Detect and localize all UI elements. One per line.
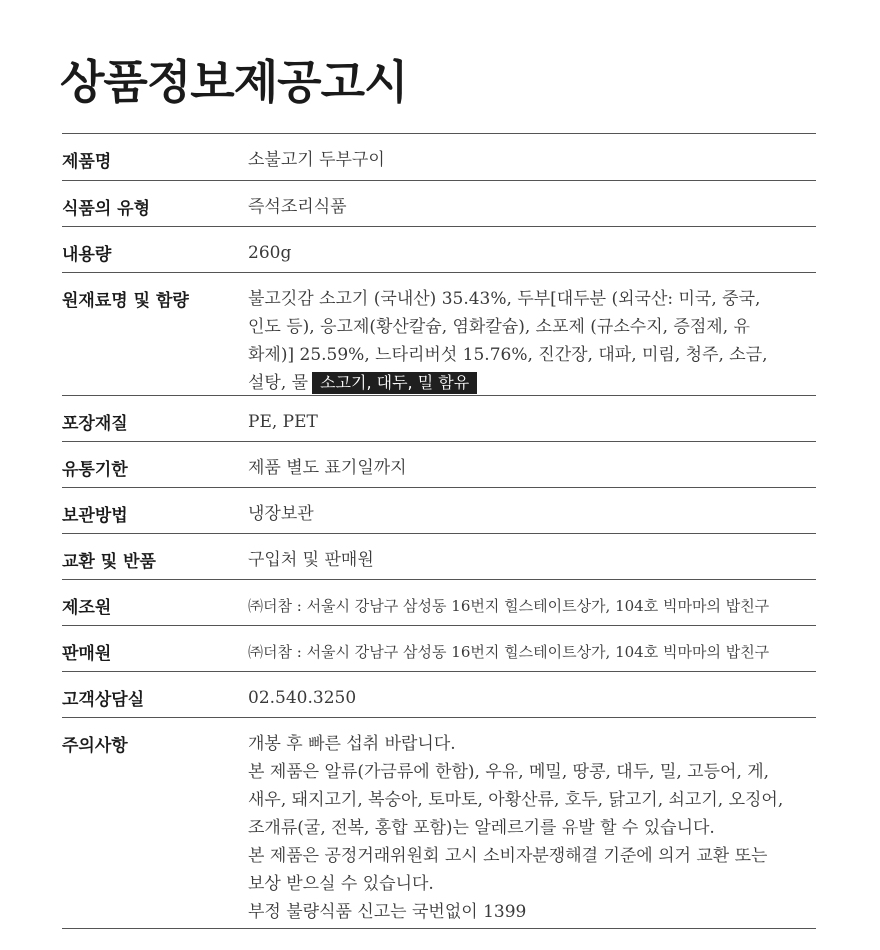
row-value: 구입처 및 판매원: [248, 550, 374, 570]
row-label: 원재료명 및 함량: [62, 291, 189, 311]
table-row-expiry: [62, 442, 816, 488]
row-value: 제품 별도 표기일까지: [248, 458, 407, 478]
table-row-food-type: [62, 181, 816, 227]
row-label: 식품의 유형: [62, 199, 151, 219]
row-value: PE, PET: [248, 412, 318, 432]
table-row-manufacturer: [62, 580, 816, 626]
row-value: 즉석조리식품: [248, 197, 347, 217]
precaution-line: 부정 불량식품 신고는 국번없이 1399: [248, 902, 527, 922]
page-title: 상품정보제공고시: [60, 55, 408, 109]
row-value: 냉장보관: [248, 504, 314, 524]
row-value: 소불고기 두부구이: [248, 150, 385, 170]
row-value: 02.540.3250: [248, 688, 357, 708]
table-row-net-weight: [62, 227, 816, 273]
row-value: 260g: [248, 243, 292, 263]
precaution-line: 보상 받으실 수 있습니다.: [248, 874, 434, 894]
ingredients-line: 인도 등), 응고제(황산칼슘, 염화칼슘), 소포제 (규소수지, 증점제, 유: [248, 317, 750, 337]
ingredients-line: 화제)] 25.59%, 느타리버섯 15.76%, 진간장, 대파, 미림, 청주, 소금,: [248, 345, 768, 365]
row-label: 판매원: [62, 644, 112, 664]
table-row-product-name: [62, 134, 816, 181]
table-row-seller: [62, 626, 816, 672]
table-row-precautions: [62, 718, 816, 929]
row-value: ㈜더참 : 서울시 강남구 삼성동 16번지 힐스테이트상가, 104호 빅마마의 밥친구: [248, 643, 770, 661]
allergen-badge: 소고기, 대두, 밀 함유: [312, 372, 477, 394]
row-label: 보관방법: [62, 506, 128, 526]
product-info-table: [62, 133, 816, 929]
row-label: 내용량: [62, 245, 112, 265]
table-row-packaging: [62, 396, 816, 442]
row-label: 고객상담실: [62, 690, 145, 710]
ingredients-line: 불고깃감 소고기 (국내산) 35.43%, 두부[대두분 (외국산: 미국, 중국,: [248, 289, 761, 309]
row-label: 포장재질: [62, 414, 128, 434]
precaution-line: 개봉 후 빠른 섭취 바랍니다.: [248, 734, 456, 754]
row-label: 주의사항: [62, 736, 128, 756]
ingredients-line-last: [248, 369, 816, 397]
row-label: 교환 및 반품: [62, 552, 156, 572]
row-value: [248, 273, 816, 395]
table-row-return-policy: [62, 534, 816, 580]
table-row-ingredients: [62, 273, 816, 396]
row-value: [248, 718, 816, 928]
precaution-line: 조개류(굴, 전복, 홍합 포함)는 알레르기를 유발 할 수 있습니다.: [248, 818, 715, 838]
precaution-line: 새우, 돼지고기, 복숭아, 토마토, 아황산류, 호두, 닭고기, 쇠고기, 오징어,: [248, 790, 784, 810]
precaution-line: 본 제품은 알류(가금류에 한함), 우유, 메밀, 땅콩, 대두, 밀, 고등어, 게,: [248, 762, 770, 782]
table-row-customer-service: [62, 672, 816, 718]
precaution-line: 본 제품은 공정거래위원회 고시 소비자분쟁해결 기준에 의거 교환 또는: [248, 846, 768, 866]
row-label: 제조원: [62, 598, 112, 618]
row-label: 유통기한: [62, 460, 128, 480]
row-label: 제품명: [62, 152, 112, 172]
ingredients-line-text: 설탕, 물: [248, 373, 309, 393]
table-row-storage: [62, 488, 816, 534]
row-value: ㈜더참 : 서울시 강남구 삼성동 16번지 힐스테이트상가, 104호 빅마마의 밥친구: [248, 597, 770, 615]
